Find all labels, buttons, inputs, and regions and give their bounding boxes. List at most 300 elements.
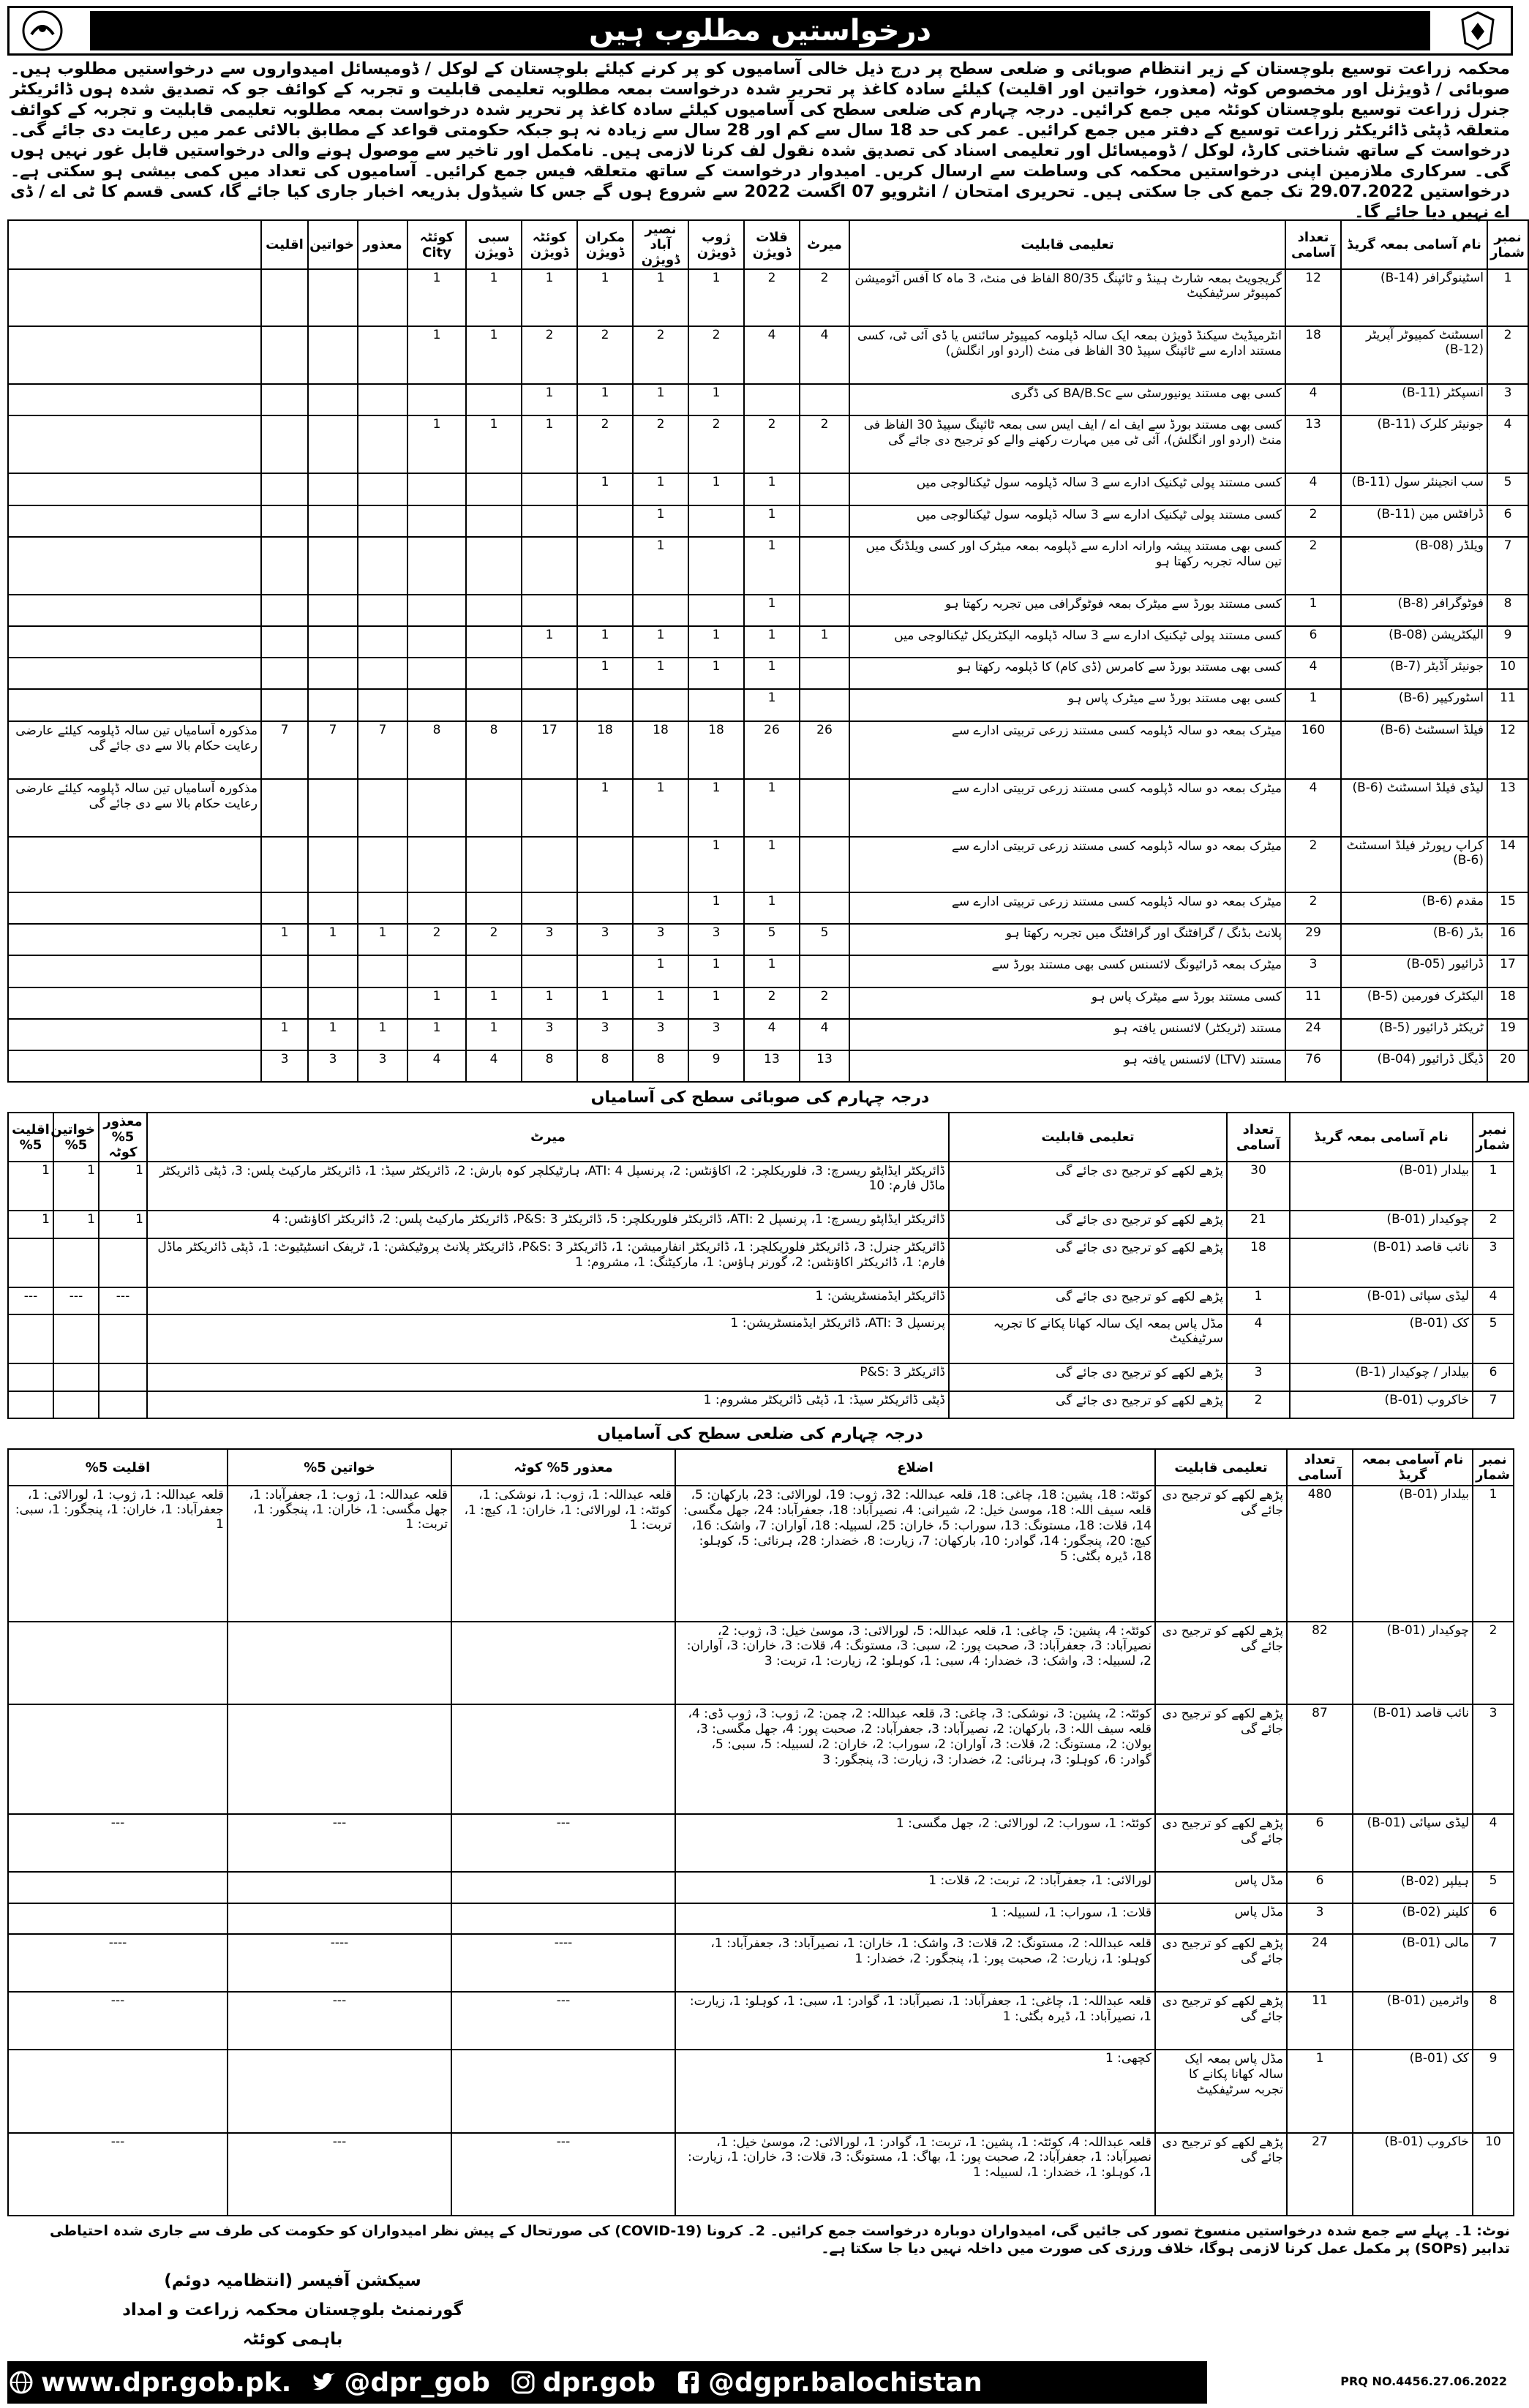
table-cell: 1	[688, 384, 744, 415]
table-cell: 11	[1287, 1992, 1353, 2050]
table-cell	[466, 537, 522, 595]
table-cell: 1	[688, 837, 744, 892]
table-cell	[8, 1872, 228, 1903]
table-cell: ڈیگل ڈرائیور (B-04)	[1341, 1050, 1487, 1082]
table-cell	[577, 537, 633, 595]
table-cell	[522, 537, 577, 595]
table-cell	[577, 892, 633, 924]
table-cell: ٹریکٹر ڈرائیور (B-5)	[1341, 1019, 1487, 1050]
table-cell: ---	[53, 1287, 99, 1314]
table-cell: 4	[466, 1050, 522, 1082]
table-cell: قلعہ عبداللہ: 1، ژوب: 1، لورالائی: 1، جعفرآباد: 1، خاران: 1، پنجگور: 1، سبی: 1	[8, 1486, 228, 1622]
table-cell	[451, 1622, 675, 1704]
table-cell: 1	[8, 1162, 53, 1211]
table-cell: 4	[1227, 1314, 1290, 1363]
table-cell	[688, 505, 744, 537]
table-cell: 5	[800, 924, 849, 955]
table-cell: پڑھے لکھے کو ترجیح دی جائے گی	[1155, 1704, 1287, 1814]
table-cell	[407, 505, 466, 537]
website-link[interactable]	[7, 2368, 291, 2398]
table-cell	[522, 955, 577, 987]
table-cell: 2	[688, 415, 744, 473]
column-header: خواتین	[308, 220, 358, 269]
table-cell: 4	[1473, 1814, 1514, 1872]
table-cell: 3	[1285, 955, 1341, 987]
table-cell	[800, 689, 849, 720]
table-cell: 2	[1285, 505, 1341, 537]
table-cell: ڈائریکٹر ایڈمنسٹریشن: 1	[147, 1287, 949, 1314]
table-cell: مستند (LTV) لائسنس یافتہ ہو	[849, 1050, 1285, 1082]
column-header: مکران ڈویژن	[577, 220, 633, 269]
table-cell: ڈائریکٹر جنرل: 3، ڈائریکٹر فلوریکلچر: 1، ڈائریکٹر انفارمیشن: 1، ڈائریکٹر P&S: 3، ڈائریکٹر پلانٹ پروٹیکشن: 1، ٹریفک انسٹیٹیوٹ: 1، ڈپٹی ڈائریکٹر ماڈل فارم: 1، ڈائریکٹر اکاؤنٹس: 2، گورنر ہاؤس: 1، مارکیٹنگ: 1، مشروم: 1	[147, 1238, 949, 1287]
provincial-posts-table	[7, 219, 1529, 1083]
table-cell: 18	[1487, 987, 1528, 1019]
table-cell	[228, 1622, 451, 1704]
table-cell: ڈرافٹس مین (B-11)	[1341, 505, 1487, 537]
remark-cell	[8, 1019, 261, 1050]
table-cell: 18	[1227, 1238, 1290, 1287]
table-row	[8, 505, 1528, 537]
website-text: www.dpr.gob.pk.	[41, 2367, 292, 2398]
table-cell	[358, 779, 407, 837]
table-cell: 1	[466, 987, 522, 1019]
table-cell: 1	[99, 1211, 147, 1238]
table-cell	[358, 689, 407, 720]
table-cell	[407, 537, 466, 595]
table-cell	[261, 384, 308, 415]
table-cell	[261, 595, 308, 626]
table-row	[8, 1814, 1514, 1872]
column-header: اقلیت 5%	[8, 1113, 53, 1162]
class-four-provincial-table	[7, 1112, 1514, 1419]
table-cell: 3	[308, 1050, 358, 1082]
table-cell	[8, 1704, 228, 1814]
footnote: نوٹ: 1۔ پہلے سے جمع شدہ درخواستیں منسوخ تصور کی جائیں گی، امیدواران دوبارہ درخواست جمع کرائیں۔ 2۔ کرونا (COVID-19) کی صورتحال کے پیش نظر امیدواران کو حکومت کی طرف سے جاری شدہ احتیاطی تدابیر (SOPs) پر مکمل عمل کرنا لازمی ہوگا، خلاف ورزی کی صورت میں داخلہ نہیں دیا جا سکتا ہے۔	[50, 2223, 1510, 2257]
table-cell: ---	[99, 1287, 147, 1314]
table-cell: 12	[1285, 269, 1341, 326]
table-cell: 3	[577, 924, 633, 955]
table-cell: 7	[308, 721, 358, 779]
table-row	[8, 1314, 1514, 1363]
table-cell	[261, 473, 308, 505]
table-cell: 24	[1285, 1019, 1341, 1050]
table-cell: ہیلپر (B-02)	[1353, 1872, 1473, 1903]
table-cell: 1	[744, 837, 800, 892]
table-row	[8, 1704, 1514, 1814]
table-cell: 1	[466, 269, 522, 326]
column-header: سبی ڈویژن	[466, 220, 522, 269]
table-cell: ----	[451, 1934, 675, 1992]
prq-number: PRQ NO.4456.27.06.2022	[1340, 2374, 1507, 2388]
table-cell: 6	[1287, 1872, 1353, 1903]
table-cell: چوکیدار (B-01)	[1290, 1211, 1473, 1238]
facebook-icon	[675, 2369, 702, 2396]
table-cell: پڑھے لکھے کو ترجیح دی جائے گی	[1155, 1814, 1287, 1872]
table-cell: 87	[1287, 1704, 1353, 1814]
table-row	[8, 837, 1528, 892]
table-cell: 20	[1487, 1050, 1528, 1082]
table-cell: کسی بھی مستند بورڈ سے میٹرک پاس ہو	[849, 689, 1285, 720]
table-row	[8, 1363, 1514, 1391]
column-header: میرٹ	[800, 220, 849, 269]
table-row	[8, 626, 1528, 658]
table-cell: 1	[633, 473, 688, 505]
table-cell: اسٹینوگرافر (B-14)	[1341, 269, 1487, 326]
remark-cell	[8, 892, 261, 924]
table-cell: 3	[1287, 1903, 1353, 1935]
table-cell	[688, 689, 744, 720]
table-cell	[633, 595, 688, 626]
table-cell: 1	[308, 924, 358, 955]
table-row	[8, 1992, 1514, 2050]
table-cell: 9	[1473, 2050, 1514, 2133]
table-cell: 11	[1487, 689, 1528, 720]
table-cell	[407, 384, 466, 415]
table-cell	[358, 537, 407, 595]
column-header: تعلیمی قابلیت	[849, 220, 1285, 269]
table-cell: 21	[1227, 1211, 1290, 1238]
table-cell	[407, 626, 466, 658]
table-cell: 3	[1487, 384, 1528, 415]
table-row	[8, 595, 1528, 626]
table-cell: لیڈی سپائی (B-01)	[1290, 1287, 1473, 1314]
instagram-link[interactable]	[509, 2368, 655, 2398]
table-cell	[451, 1872, 675, 1903]
table-cell	[261, 658, 308, 689]
table-cell: مڈل پاس بمعہ ایک سالہ کھانا پکانے کا تجربہ سرٹیفکیٹ	[949, 1314, 1227, 1363]
table-cell: 2	[407, 924, 466, 955]
remark-cell	[8, 505, 261, 537]
table-cell	[522, 892, 577, 924]
table-cell: 160	[1285, 721, 1341, 779]
table-cell: کچھی: 1	[675, 2050, 1155, 2133]
table-cell: 480	[1287, 1486, 1353, 1622]
table-cell	[407, 955, 466, 987]
table-cell: 6	[1473, 1903, 1514, 1935]
table-cell: 1	[744, 595, 800, 626]
table-cell: ڈائریکٹر P&S: 3	[147, 1363, 949, 1391]
intro-text: محکمہ زراعت توسیع بلوچستان کے زیر انتظام صوبائی و ضلعی سطح پر درج ذیل خالی آسامیوں کو پر کرنے کیلئے بلوچستان کے لوکل / ڈومیسائل امیدواروں سے درخواستیں مطلوب ہیں۔ صوبائی / ڈویژنل اور مخصوص کوٹہ (معذور، خواتین اور اقلیت) کیلئے سادہ کاغذ پر تحریر شدہ درخواست بمعہ مطلوبہ تعلیمی قابلیت و تجربہ کے کوائف جو کہ تصدیق شدہ ہوں ڈائریکٹر جنرل زراعت توسیع بلوچستان کوئٹہ میں جمع کرائیں۔ درجہ چہارم کی ضلعی سطح کی آسامیوں کیلئے سادہ کاغذ پر تحریر شدہ درخواست بمعہ مطلوبہ تعلیمی قابلیت و تجربہ کے کوائف متعلقہ ڈپٹی ڈائریکٹر زراعت توسیع کے دفتر میں جمع کرائیں۔ عمر کی حد 18 سال سے کم اور 28 سال سے زیادہ نہ ہو جبکہ حکومتی قواعد کے مطابق بالائی عمر میں رعایت دی جائے گی۔ درخواست کے ساتھ شناختی کارڈ، لوکل / ڈومیسائل اور تعلیمی اسناد کی تصدیق شدہ نقول لف کرنا لازمی ہیں۔ نامکمل اور تاخیر سے موصول ہونے والی درخواستیں قابل غور نہیں ہوں گی۔ سرکاری ملازمین اپنی درخواستیں محکمہ کی وساطت سے ارسال کریں۔ امیدوار درخواست کے ساتھ متعلقہ فیس جمع کرائیں۔ آسامیوں کی تعداد میں کمی بیشی ہو سکتی ہے۔ درخواستیں 29.07.2022 تک جمع کی جا سکتی ہیں۔ تحریری امتحان / انٹرویو 07 اگست 2022 سے شروع ہوں گے جس کا شیڈول بذریعہ اخبار جاری کیا جائے گا، کسی قسم کا ٹی اے / ڈی اے نہیں دیا جائے گا۔	[10, 59, 1510, 222]
column-header: معذور 5% کوٹہ	[99, 1113, 147, 1162]
table-cell	[466, 658, 522, 689]
table-cell	[308, 837, 358, 892]
table-cell: 12	[1487, 721, 1528, 779]
facebook-handle: @dgpr.balochistan	[708, 2367, 983, 2398]
table-cell: ---	[8, 1287, 53, 1314]
table-cell: چوکیدار (B-01)	[1353, 1622, 1473, 1704]
column-header: معذور 5% کوٹہ	[451, 1449, 675, 1486]
table-cell: ---	[451, 1992, 675, 2050]
table-cell: 3	[633, 924, 688, 955]
table-cell: 1	[577, 473, 633, 505]
table-cell: 18	[688, 721, 744, 779]
table-cell: میٹرک بمعہ دو سالہ ڈپلومہ کسی مستند زرعی تربیتی ادارے سے	[849, 721, 1285, 779]
table-cell: میٹرک بمعہ ڈرائیونگ لائسنس کسی بھی مستند بورڈ سے	[849, 955, 1285, 987]
table-cell: انسپکٹر (B-11)	[1341, 384, 1487, 415]
remark-cell: مذکورہ آسامیاں تین سالہ ڈپلومہ کیلئے عارضی رعایت حکام بالا سے دی جائے گی	[8, 779, 261, 837]
table-cell: جونیئر کلرک (B-11)	[1341, 415, 1487, 473]
table-cell: 3	[633, 1019, 688, 1050]
table-cell: قلات: 1، سوراب: 1، لسبیلہ: 1	[675, 1903, 1155, 1935]
table-cell: ڈرائیور (B-05)	[1341, 955, 1487, 987]
column-header: کوئٹہ City	[407, 220, 466, 269]
table-cell: ---	[8, 1814, 228, 1872]
remark-cell	[8, 326, 261, 384]
table-cell: فوٹوگرافر (B-8)	[1341, 595, 1487, 626]
table-cell	[308, 689, 358, 720]
remark-cell	[8, 537, 261, 595]
table-row	[8, 1903, 1514, 1935]
table-cell: کراپ رپورٹر فیلڈ اسسٹنٹ (B-6)	[1341, 837, 1487, 892]
table-cell: 4	[800, 1019, 849, 1050]
remark-cell	[8, 955, 261, 987]
table2-caption: درجہ چہارم کی صوبائی سطح کی آسامیاں	[590, 1088, 930, 1107]
table-cell	[261, 505, 308, 537]
table-cell: انٹرمیڈیٹ سیکنڈ ڈویژن بمعہ ایک سالہ ڈپلومہ کمپیوٹر سائنس یا ڈی آئی ٹی، کسی مستند ادارے سے ٹائپنگ سپیڈ 30 الفاظ فی منٹ (اردو اور انگلش)	[849, 326, 1285, 384]
column-header: تعلیمی قابلیت	[1155, 1449, 1287, 1486]
remark-cell: مذکورہ آسامیاں تین سالہ ڈپلومہ کیلئے عارضی رعایت حکام بالا سے دی جائے گی	[8, 721, 261, 779]
column-header: تعلیمی قابلیت	[949, 1113, 1227, 1162]
table-cell: 2	[1473, 1211, 1514, 1238]
table-cell: 2	[744, 269, 800, 326]
facebook-link[interactable]	[675, 2368, 983, 2398]
table-cell: جونیئر آڈیٹر (B-7)	[1341, 658, 1487, 689]
table-cell: کوئٹہ: 2، پشین: 3، نوشکی: 3، چاغی: 3، قلعہ عبداللہ: 2، چمن: 2، ژوب: 3، ژوب ڈی: 4، قلعہ سیف اللہ: 3، بارکھان: 2، نصیرآباد: 3، جعفرآباد: 2، صحبت پور: 4، جھل مگسی: 3، بولان: 2، مستونگ: 2، قلات: 3، آواران: 2، سوراب: 2، خاران: 2، لسبیلہ: 5، سبی: 5، گوادر: 6، کوہلو: 3، ہرنائی: 2، خضدار: 3، زیارت: 3، پنجگور: 3	[675, 1704, 1155, 1814]
table-cell: مقدم (B-6)	[1341, 892, 1487, 924]
table-cell	[8, 1903, 228, 1935]
table-cell: کلینر (B-02)	[1353, 1903, 1473, 1935]
table-cell	[358, 595, 407, 626]
table-cell: 16	[1487, 924, 1528, 955]
table-cell: 4	[1487, 415, 1528, 473]
table-cell: 1	[633, 987, 688, 1019]
table-row	[8, 415, 1528, 473]
table-cell	[308, 987, 358, 1019]
table-cell: 3	[261, 1050, 308, 1082]
table-cell	[308, 415, 358, 473]
table-cell: خاکروب (B-01)	[1290, 1391, 1473, 1418]
instagram-icon	[509, 2369, 537, 2396]
table-cell	[466, 626, 522, 658]
table-cell: 1	[633, 626, 688, 658]
table-cell	[358, 987, 407, 1019]
table-cell: کسی مستند پولی ٹیکنیک ادارے سے 3 سالہ ڈپلومہ سول ٹیکنالوجی میں	[849, 473, 1285, 505]
table-cell	[451, 1903, 675, 1935]
table-cell: خاکروب (B-01)	[1353, 2133, 1473, 2216]
table-cell: 1	[577, 779, 633, 837]
table-cell	[800, 955, 849, 987]
table-row	[8, 721, 1528, 779]
table-cell: گریجویٹ بمعہ شارٹ ہینڈ و ٹائپنگ 80/35 الفاظ فی منٹ، 3 ماہ کا آفس آٹومیشن کمپیوٹر سرٹیفکیٹ	[849, 269, 1285, 326]
table-cell: بیلدار / چوکیدار (B-1)	[1290, 1363, 1473, 1391]
table-cell: پڑھے لکھے کو ترجیح دی جائے گی	[1155, 2133, 1287, 2216]
table-cell: 1	[522, 626, 577, 658]
table-cell: 3	[688, 1019, 744, 1050]
remark-cell	[8, 473, 261, 505]
table-cell	[358, 505, 407, 537]
table-cell	[308, 626, 358, 658]
table-cell: 13	[1487, 779, 1528, 837]
table-cell: ڈائریکٹر ایڈاپٹو ریسرچ: 3، فلوریکلچر: 2، اکاؤنٹس: 2، پرنسپل ATI: 4، ہارٹیکلچر کوہ بارش: 2، ڈائریکٹر سیڈ: 1، ڈائریکٹر مارکیٹ پلس: 3، ڈپٹی ڈائریکٹر ماڈل فارم: 10	[147, 1162, 949, 1211]
table-cell: بیلدار (B-01)	[1353, 1486, 1473, 1622]
table-cell	[800, 384, 849, 415]
instagram-handle: dpr.gob	[542, 2367, 656, 2398]
signature-block	[102, 2266, 483, 2354]
table-cell: 4	[744, 1019, 800, 1050]
remark-cell	[8, 1050, 261, 1082]
table-cell: 1	[358, 1019, 407, 1050]
table-cell: کک (B-01)	[1290, 1314, 1473, 1363]
table-cell	[261, 537, 308, 595]
table-cell: 1	[407, 269, 466, 326]
table-cell: 4	[1285, 658, 1341, 689]
remark-cell	[8, 269, 261, 326]
table-cell: 1	[1227, 1287, 1290, 1314]
table-cell	[466, 689, 522, 720]
table-cell: پڑھے لکھے کو ترجیح دی جائے گی	[949, 1162, 1227, 1211]
header-banner	[7, 6, 1513, 56]
table-cell: 2	[800, 269, 849, 326]
table-cell: 1	[744, 658, 800, 689]
table-cell: 1	[688, 955, 744, 987]
table-cell: 24	[1287, 1934, 1353, 1992]
table-cell: 1	[261, 1019, 308, 1050]
table-cell: 1	[577, 987, 633, 1019]
table-cell: 1	[688, 658, 744, 689]
table-cell: پڑھے لکھے کو ترجیح دی جائے گی	[1155, 1622, 1287, 1704]
table-cell	[8, 1363, 53, 1391]
table-cell: 1	[522, 415, 577, 473]
table-cell: کوئٹہ: 18، پشین: 18، چاغی: 18، قلعہ عبداللہ: 32، ژوب: 19، لورالائی: 23، بارکھان: 5، قلعہ سیف اللہ: 18، موسیٰ خیل: 2، شیرانی: 4، نصیرآباد: 18، جعفرآباد: 24، جھل مگسی: 14، قلات: 18، مستونگ: 13، سوراب: 5، خاران: 25، لسبیلہ: 18، آواران: 7، واشک: 16، کیچ: 20، پنجگور: 14، گوادر: 10، بارکھان: 7، زیارت: 8، خضدار: 28، ہرنائی: 5، کوہلو: 18، ڈیرہ بگٹی: 5	[675, 1486, 1155, 1622]
table-cell	[358, 626, 407, 658]
table-cell: 1	[633, 955, 688, 987]
table-row	[8, 892, 1528, 924]
table-cell: 2	[1285, 892, 1341, 924]
table-cell	[261, 689, 308, 720]
table-cell: 1	[466, 415, 522, 473]
table-cell	[800, 595, 849, 626]
table-cell: 7	[358, 721, 407, 779]
table-cell: کوئٹہ: 4، پشین: 5، چاغی: 1، قلعہ عبداللہ: 5، لورالائی: 3، موسیٰ خیل: 3، ژوب: 2، نصیرآباد: 3، جعفرآباد: 3، صحبت پور: 2، سبی: 3، مستونگ: 4، قلات: 3، خاران: 3، آواران: 2، لسبیلہ: 3، واشک: 3، خضدار: 4، سبی: 1، کوہلو: 2، زیارت: 1، تربت: 3	[675, 1622, 1155, 1704]
table-cell	[261, 626, 308, 658]
column-header: اضلاع	[675, 1449, 1155, 1486]
table-cell: 1	[1285, 689, 1341, 720]
table-cell: 1	[407, 987, 466, 1019]
table-row	[8, 1622, 1514, 1704]
table-cell: مڈل پاس بمعہ ایک سالہ کھانا پکانے کا تجربہ سرٹیفکیٹ	[1155, 2050, 1287, 2133]
remarks-header	[8, 220, 261, 269]
table-cell: پلانٹ بڈنگ / گرافٹنگ اور گرافٹنگ میں تجربہ رکھتا ہو	[849, 924, 1285, 955]
table-cell	[466, 595, 522, 626]
table-cell: الیکٹریشن (B-08)	[1341, 626, 1487, 658]
table-row	[8, 1934, 1514, 1992]
table-cell: 2	[1285, 837, 1341, 892]
table-cell: 7	[261, 721, 308, 779]
table-cell: مڈل پاس	[1155, 1903, 1287, 1935]
table-cell	[451, 2050, 675, 2133]
table-cell: اسسٹنٹ کمپیوٹر آپریٹر (B-12)	[1341, 326, 1487, 384]
table-cell: ----	[8, 1934, 228, 1992]
table-cell: 1	[1473, 1486, 1514, 1622]
table-cell: پڑھے لکھے کو ترجیح دی جائے گی	[949, 1391, 1227, 1418]
table-cell: 1	[633, 384, 688, 415]
table-cell	[466, 837, 522, 892]
table-cell	[8, 1391, 53, 1418]
table-cell: 4	[800, 326, 849, 384]
table-cell	[358, 837, 407, 892]
table-cell	[261, 779, 308, 837]
table-cell: 2	[466, 924, 522, 955]
table-cell	[358, 384, 407, 415]
table-cell	[800, 473, 849, 505]
signatory-title: سیکشن آفیسر (انتظامیہ دوئم)	[164, 2271, 421, 2290]
table-cell	[308, 595, 358, 626]
table-cell: 3	[522, 1019, 577, 1050]
table-row	[8, 1391, 1514, 1418]
table-row	[8, 1162, 1514, 1211]
table3-caption: درجہ چہارم کی ضلعی سطح کی آسامیاں	[597, 1425, 923, 1443]
table-cell: 6	[1487, 505, 1528, 537]
table-cell	[522, 473, 577, 505]
table-cell: 15	[1487, 892, 1528, 924]
table-cell: 3	[358, 1050, 407, 1082]
table-cell: ویلڈر (B-08)	[1341, 537, 1487, 595]
table-cell: میٹرک بمعہ دو سالہ ڈپلومہ کسی مستند زرعی تربیتی ادارے سے	[849, 892, 1285, 924]
table-cell: ---	[451, 1814, 675, 1872]
table-cell: 17	[1487, 955, 1528, 987]
table-cell	[261, 415, 308, 473]
table-cell	[308, 384, 358, 415]
table-cell: 9	[1487, 626, 1528, 658]
column-header: نمبر شمار	[1473, 1113, 1514, 1162]
table-cell: 4	[1285, 384, 1341, 415]
column-header: تعداد آسامی	[1227, 1113, 1290, 1162]
table-cell	[800, 892, 849, 924]
table-cell: 2	[1473, 1622, 1514, 1704]
table-cell: 10	[1487, 658, 1528, 689]
table-cell: 18	[633, 721, 688, 779]
table-cell: 18	[577, 721, 633, 779]
table-cell: 26	[744, 721, 800, 779]
table-cell: 2	[1227, 1391, 1290, 1418]
table-cell: کسی بھی مستند یونیورسٹی سے BA/B.Sc کی ڈگری	[849, 384, 1285, 415]
table-cell: ----	[228, 1934, 451, 1992]
table-cell: 2	[800, 415, 849, 473]
table-cell: 1	[407, 326, 466, 384]
table-cell	[688, 595, 744, 626]
column-header: ژوب ڈویژن	[688, 220, 744, 269]
table-cell	[8, 1622, 228, 1704]
twitter-link[interactable]	[310, 2368, 490, 2398]
table-cell: 7	[1473, 1934, 1514, 1992]
table-cell	[308, 779, 358, 837]
table-row	[8, 1019, 1528, 1050]
table-cell	[577, 955, 633, 987]
table-row	[8, 1050, 1528, 1082]
column-header: خواتین 5%	[53, 1113, 99, 1162]
table-cell	[577, 689, 633, 720]
table-cell	[466, 779, 522, 837]
table-cell: 26	[800, 721, 849, 779]
table-cell: قلعہ عبداللہ: 1، چاغی: 1، جعفرآباد: 1، نصیرآباد: 1، گوادر: 1، سبی: 1، کوہلو: 1، زیارت: 1، نصیرآباد: 1، ڈیرہ بگٹی: 1	[675, 1992, 1155, 2050]
column-header: نام آسامی بمعہ گریڈ	[1290, 1113, 1473, 1162]
table-cell	[261, 892, 308, 924]
table-cell	[522, 595, 577, 626]
table-cell: 1	[688, 626, 744, 658]
table-cell: 9	[688, 1050, 744, 1082]
table-cell: پڑھے لکھے کو ترجیح دی جائے گی	[949, 1363, 1227, 1391]
table-row	[8, 1486, 1514, 1622]
